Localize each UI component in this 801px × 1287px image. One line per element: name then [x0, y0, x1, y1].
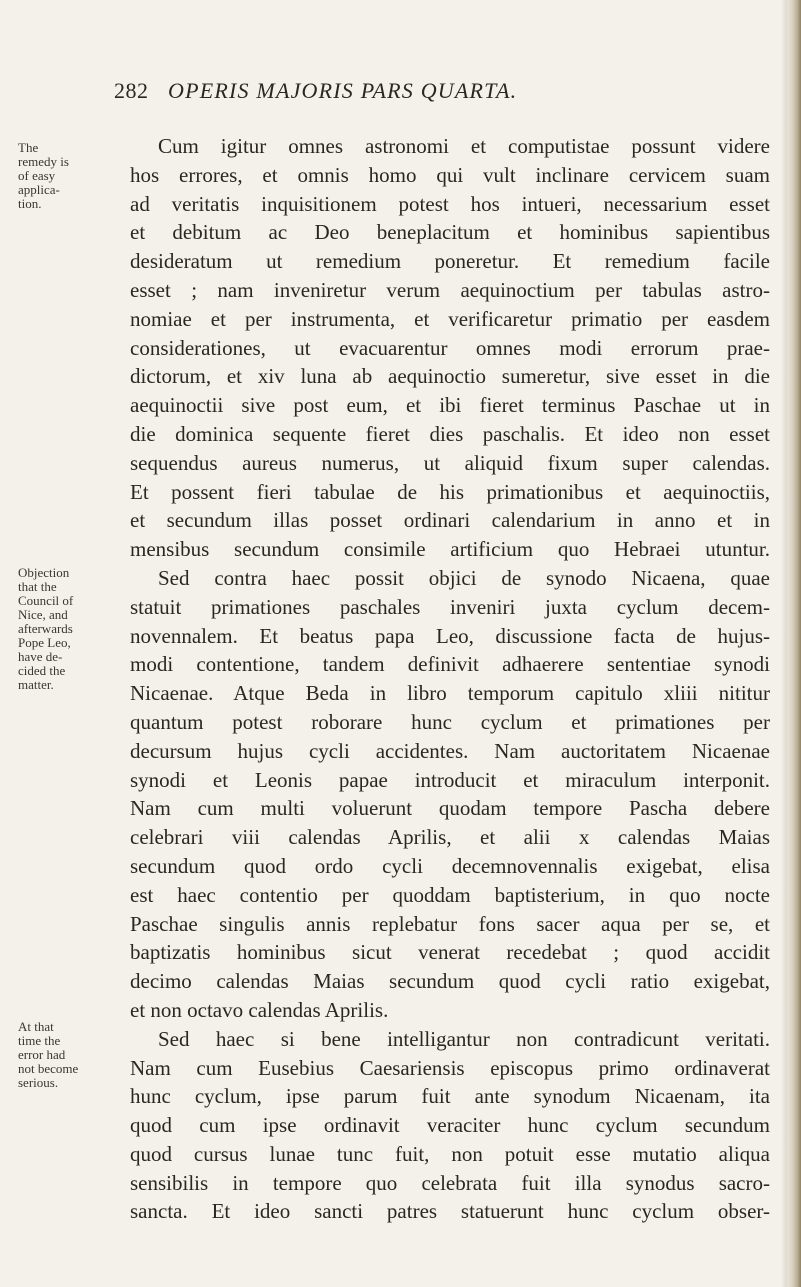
text-line: sequendus aureus numerus, ut aliquid fixum super calendas. [130, 450, 770, 475]
text-line: novennalem. Et beatus papa Leo, discussione facta de hujus- [130, 623, 770, 648]
text-line: baptizatis hominibus sicut venerat recedebat ; quod accidit [130, 940, 770, 965]
margin-note-line: Council of [18, 593, 74, 608]
text-line: statuit primationes paschales inveniri juxta cyclum decem- [130, 594, 770, 619]
margin-note-line: The [18, 140, 39, 155]
page-edge [787, 0, 801, 1287]
text-line: Nam cum Eusebius Caesariensis episcopus primo ordinaverat [130, 1055, 770, 1080]
text-line: nomiae et per instrumenta, et verificaretur primatio per easdem [130, 306, 770, 331]
margin-note-line: Objection [18, 565, 70, 580]
margin-note-line: Nice, and [18, 607, 68, 622]
text-line: quod cursus lunae tunc fuit, non potuit esse mutatio aliqua [130, 1141, 770, 1166]
margin-note-line: that the [18, 579, 57, 594]
page-number: 282 [114, 78, 149, 103]
margin-note-line: remedy is [18, 154, 69, 169]
text-line: Cum igitur omnes astronomi et computistae possunt videre [158, 134, 770, 158]
text-line: Paschae singulis annis replebatur fons sacer aqua per se, et [130, 911, 770, 936]
margin-note-line: cided the [18, 663, 66, 678]
text-line: et non octavo calendas Aprilis. [130, 997, 389, 1022]
text-line: Sed contra haec possit objici de synodo Nicaena, quae [158, 565, 770, 590]
margin-note-remedy [18, 141, 110, 211]
text-line: celebrari viii calendas Aprilis, et alii x calendas Maias [130, 825, 770, 850]
running-head [0, 78, 801, 118]
text-line: hos errores, et omnis homo qui vult inclinare cervicem suam [130, 162, 770, 187]
margin-note-line: serious. [18, 1075, 59, 1090]
margin-note-objection [18, 566, 110, 692]
margin-note-line: tion. [18, 196, 42, 211]
text-line: et secundum illas posset ordinari calendarium in anno et in [130, 508, 770, 533]
margin-note-line: Pope Leo, [18, 635, 71, 650]
text-line: Nam cum multi voluerunt quodam tempore Pascha debere [130, 796, 770, 821]
margin-note-line: afterwards [18, 621, 73, 636]
text-line: esset ; nam inveniretur verum aequinoctium per tabulas astro- [130, 277, 770, 302]
margin-note-line: error had [18, 1047, 66, 1062]
text-line: ad veritatis inquisitionem potest hos intueri, necessarium esset [130, 191, 770, 216]
text-line: secundum quod ordo cycli decemnovennalis exigebat, elisa [130, 853, 770, 878]
text-line: decimo calendas Maias secundum quod cycli ratio exigebat, [130, 969, 770, 994]
text-line: decursum hujus cycli accidentes. Nam auctoritatem Nicaenae [130, 738, 770, 763]
text-line: et debitum ac Deo beneplacitum et hominibus sapientibus [130, 220, 770, 245]
text-line: hunc cyclum, ipse parum fuit ante synodum Nicaenam, ita [130, 1084, 770, 1109]
margin-note-line: not become [18, 1061, 79, 1076]
page-edge-shadow [781, 0, 787, 1287]
margin-note-line: applica- [18, 182, 60, 197]
text-line: mensibus secundum consimile artificium quo Hebraei utuntur. [130, 537, 770, 562]
text-line: considerationes, ut evacuarentur omnes modi errorum prae- [130, 335, 770, 360]
text-line: Sed haec si bene intelligantur non contradicunt veritati. [158, 1026, 770, 1051]
text-line: die dominica sequente fieret dies paschalis. Et ideo non esset [130, 421, 770, 446]
text-line: dictorum, et xiv luna ab aequinoctio sumeretur, sive esset in die [130, 364, 770, 389]
text-line: Et possent fieri tabulae de his primationibus et aequinoctiis, [130, 479, 770, 504]
margin-note-line: have de- [18, 649, 63, 664]
text-line: Nicaenae. Atque Beda in libro temporum capitulo xliii nititur [130, 681, 770, 706]
margin-note-line: time the [18, 1033, 61, 1048]
margin-note-line: At that [18, 1019, 54, 1034]
text-line: modi contentione, tandem definivit adhaerere sententiae synodi [130, 652, 770, 677]
text-line: aequinoctii sive post eum, et ibi fieret terminus Paschae ut in [130, 393, 770, 418]
margin-note-line: of easy [18, 168, 56, 183]
text-line: sensibilis in tempore quo celebrata fuit illa synodus sacro- [130, 1170, 770, 1195]
running-title: OPERIS MAJORIS PARS QUARTA. [168, 78, 518, 103]
body-text [130, 132, 770, 1226]
margin-note-error [18, 1020, 110, 1090]
text-line: quod cum ipse ordinavit veraciter hunc cyclum secundum [130, 1113, 770, 1138]
text-line: synodi et Leonis papae introducit et miraculum interponit. [130, 767, 770, 792]
text-line: sancta. Et ideo sancti patres statuerunt hunc cyclum obser- [130, 1199, 770, 1224]
text-line: quantum potest roborare hunc cyclum et primationes per [130, 709, 770, 734]
text-line: est haec contentio per quoddam baptisterium, in quo nocte [130, 882, 770, 907]
text-line: desideratum ut remedium poneretur. Et remedium facile [130, 249, 770, 274]
margin-note-line: matter. [18, 677, 54, 692]
